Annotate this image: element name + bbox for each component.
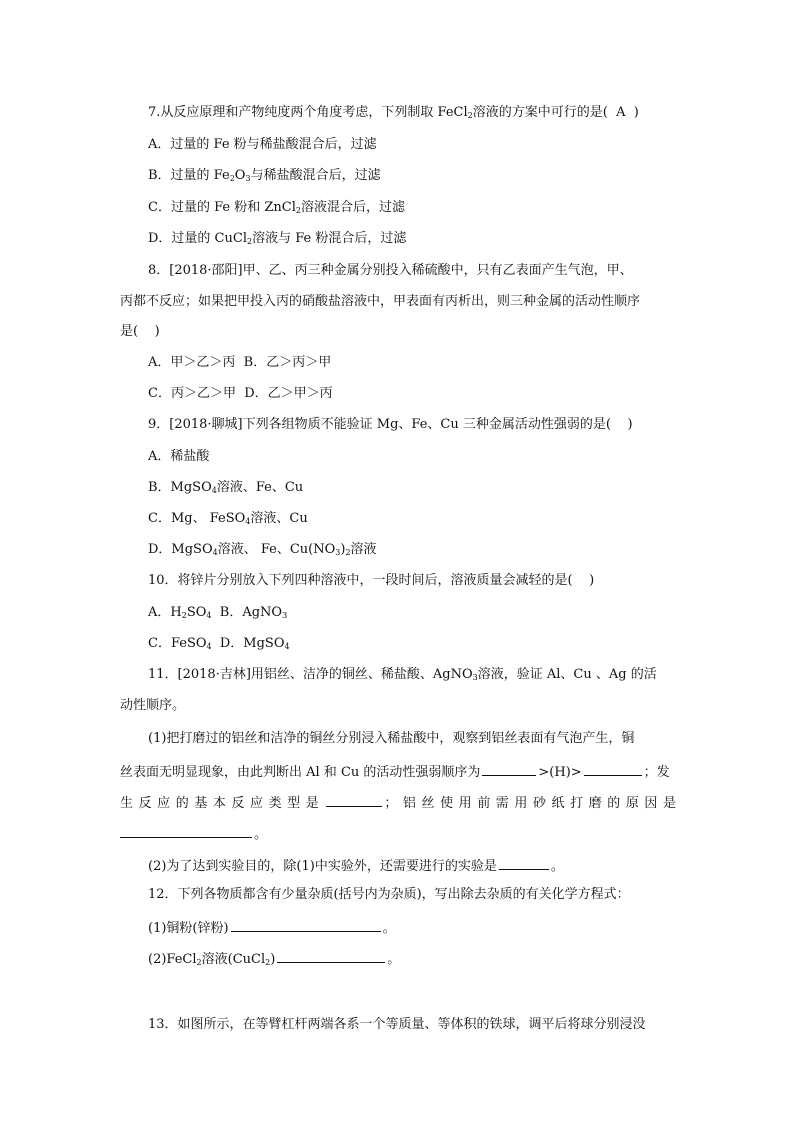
q7-stem: 7.从反应原理和产物纯度两个角度考虑，下列制取 FeCl$_2$溶液的方案中可行的是( A ) [148, 105, 639, 120]
q8-options-cd: C．丙＞乙＞甲 D．乙＞甲＞丙 [148, 386, 333, 401]
answer-blank-5[interactable] [499, 855, 549, 870]
q9-stem: 9．[2018·聊城]下列各组物质不能验证 Mg、Fe、Cu 三种金属活动性强弱的是( ) [148, 417, 633, 432]
q11-part1-line1: (1)把打磨过的铝丝和洁净的铜丝分别浸入稀盐酸中，观察到铝丝表面有气泡产生，铜 [148, 731, 635, 746]
q13-stem-line1: 13．如图所示，在等臂杠杆两端各系一个等质量、等体积的铁球，调平后将球分别浸没 [148, 1017, 646, 1032]
q12-stem: 12．下列各物质都含有少量杂质(括号内为杂质)，写出除去杂质的有关化学方程式： [148, 887, 630, 902]
q10-stem: 10．将锌片分别放入下列四种溶液中，一段时间后，溶液质量会减轻的是( ) [148, 573, 595, 588]
q9-option-b: B．MgSO$_4$溶液、Fe、Cu [148, 480, 304, 495]
q9-option-c: C．Mg、 FeSO$_4$溶液、Cu [148, 511, 308, 526]
q12-part1: (1)铜粉(锌粉) 。 [148, 917, 396, 938]
q11-stem-line2: 动性顺序。 [120, 698, 186, 713]
answer-blank-1[interactable] [482, 761, 536, 776]
q7-option-c: C．过量的 Fe 粉和 ZnCl$_2$溶液混合后，过滤 [148, 200, 405, 215]
q10-options-ab: A．$H_2SO_4$ B．AgNO$_3$ [148, 605, 288, 620]
q10-options-cd: C．FeSO$_4$ D．MgSO$_4$ [148, 636, 290, 651]
q8-stem-line1: 8．[2018·邵阳]甲、乙、丙三种金属分别投入稀硫酸中，只有乙表面产生气泡，甲、 [148, 263, 633, 278]
q11-part1-line3: 生反应的基本反应类型是 ；铝丝使用前需用砂纸打磨的原因是 [120, 792, 676, 813]
q9-option-a: A．稀盐酸 [148, 449, 210, 464]
q12-part2: (2)FeCl$_2$溶液(CuCl$_2$) 。 [148, 948, 400, 969]
q11-stem-line1: 11．[2018·吉林]用铝丝、洁净的铜丝、稀盐酸、AgNO$_3$溶液，验证 Al、Cu 、Ag 的活 [148, 667, 657, 682]
answer-blank-7[interactable] [277, 948, 385, 963]
q9-option-d: D．MgSO$_4$溶液、 Fe、$Cu(NO_3)_2$溶液 [148, 542, 377, 557]
q8-options-ab: A．甲＞乙＞丙 B．乙＞丙＞甲 [148, 355, 332, 370]
answer-blank-2[interactable] [584, 761, 642, 776]
q7-option-b: B．过量的 $Fe_2O_3$与稀盐酸混合后，过滤 [148, 168, 381, 183]
q11-part2: (2)为了达到实验目的，除(1)中实验外，还需要进行的实验是 。 [148, 855, 564, 876]
q7-option-a: A．过量的 Fe 粉与稀盐酸混合后，过滤 [148, 137, 377, 152]
answer-blank-3[interactable] [326, 792, 382, 807]
q8-stem-line3: 是( ) [120, 324, 160, 339]
answer-blank-4[interactable] [120, 823, 252, 838]
q11-part1-line2: 丝表面无明显现象，由此判断出 Al 和 Cu 的活动性强弱顺序为 >(H)> ；发 [120, 761, 670, 782]
q7-option-d: D．过量的 CuCl$_2$溶液与 Fe 粉混合后，过滤 [148, 231, 407, 246]
q8-stem-line2: 丙都不反应；如果把甲投入丙的硝酸盐溶液中，甲表面有丙析出，则三种金属的活动性顺序 [120, 294, 641, 309]
answer-blank-6[interactable] [231, 917, 381, 932]
q11-part1-line4: 。 [120, 823, 267, 844]
